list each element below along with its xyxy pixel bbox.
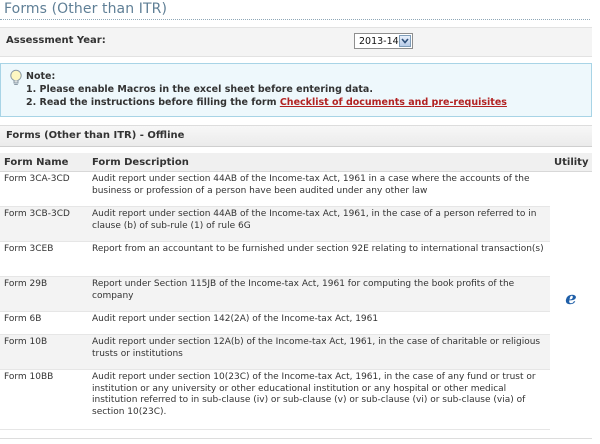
forms-table [0, 153, 592, 430]
title-divider [0, 19, 590, 20]
checklist-link[interactable]: Checklist of documents and pre-requisites [279, 97, 507, 108]
form-name-cell: Form 10B [0, 335, 88, 370]
page-title: Forms (Other than ITR) [4, 1, 168, 17]
assessment-year-bar [0, 27, 592, 57]
form-name-cell: Form 3CA-3CD [0, 172, 88, 207]
form-name-cell: Form 3CEB [0, 242, 88, 277]
excel-utility-icon[interactable]: e [565, 288, 577, 309]
note-item-instructions [26, 97, 507, 108]
note-item-macros: 1. Please enable Macros in the excel sheet before entering data. [26, 84, 373, 95]
form-description-cell: Audit report under section 10(23C) of the Income-tax Act, 1961, in the case of any fund or trust or institution or any university or other educational institution or any hospital or other medical institution referred to in sub-clause (iv) or sub-clause (v) or sub-clause (vi) or sub-clause (via) of section 10(23C). [88, 370, 550, 430]
chevron-down-icon[interactable] [399, 35, 411, 47]
section-header [0, 125, 592, 147]
form-description-cell: Audit report under section 142(2A) of the Income-tax Act, 1961 [88, 312, 550, 335]
assessment-year-label: Assessment Year: [6, 35, 106, 46]
form-description-cell: Audit report under section 44AB of the Income-tax Act, 1961, in the case of a person referred to in clause (b) of sub-rule (1) of rule 6G [88, 207, 550, 242]
table-row [0, 370, 592, 430]
column-header-form-name: Form Name [0, 153, 88, 172]
table-header-row [0, 153, 592, 172]
table-row [0, 277, 592, 312]
form-name-cell: Form 3CB-3CD [0, 207, 88, 242]
table-row [0, 207, 592, 242]
table-row [0, 312, 592, 335]
assessment-year-selected-value: 2013-14 [359, 36, 399, 47]
utility-cell [550, 172, 592, 430]
form-description-cell: Audit report under section 44AB of the Income-tax Act, 1961 in a case where the accounts of the business or profession of a person have been audited under any other law [88, 172, 550, 207]
note-title: Note: [26, 71, 56, 82]
lightbulb-icon [9, 69, 23, 91]
form-description-cell: Report under Section 115JB of the Income-tax Act, 1961 for computing the book profits of the company [88, 277, 550, 312]
column-header-utility: Utility [550, 153, 592, 172]
form-description-cell: Audit report under section 12A(b) of the Income-tax Act, 1961, in the case of charitable or religious trusts or institutions [88, 335, 550, 370]
note-box [0, 63, 592, 117]
column-header-form-description: Form Description [88, 153, 550, 172]
section-title: Forms (Other than ITR) - Offline [6, 130, 185, 141]
assessment-year-select[interactable] [354, 33, 413, 49]
table-row [0, 242, 592, 277]
form-name-cell: Form 29B [0, 277, 88, 312]
form-name-cell: Form 6B [0, 312, 88, 335]
form-name-cell: Form 10BB [0, 370, 88, 430]
table-row [0, 335, 592, 370]
table-bottom-divider [0, 438, 592, 439]
form-description-cell: Report from an accountant to be furnished under section 92E relating to international transaction(s) [88, 242, 550, 277]
note-item-instructions-text: 2. Read the instructions before filling the form [26, 97, 280, 108]
table-row [0, 172, 592, 207]
